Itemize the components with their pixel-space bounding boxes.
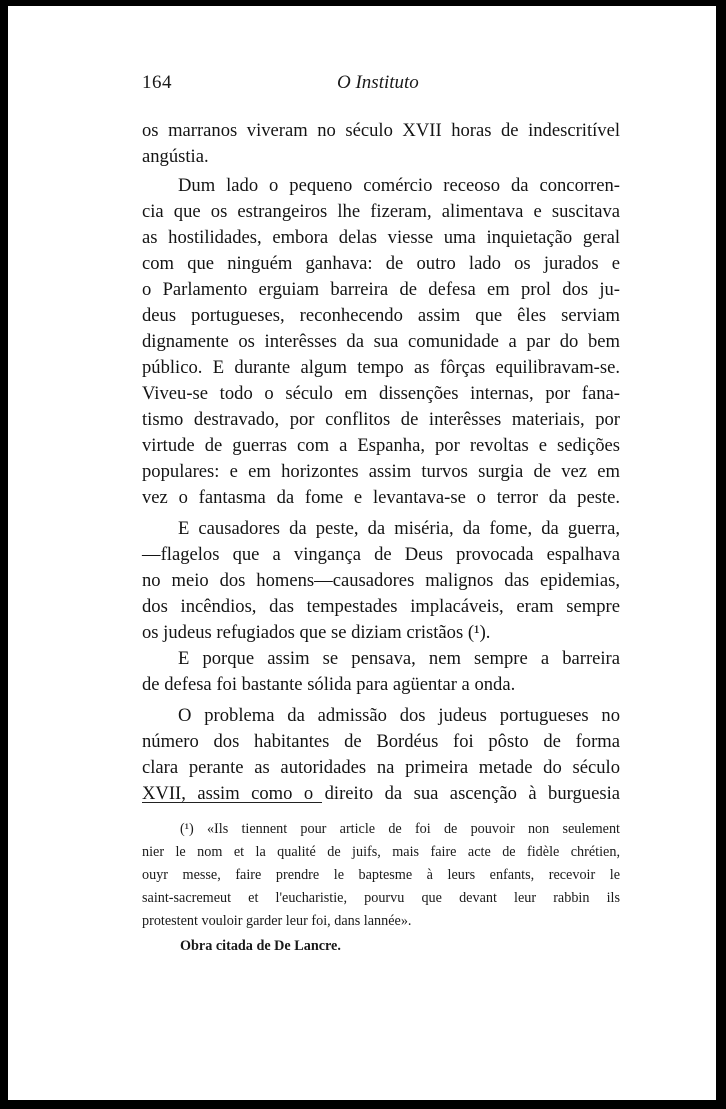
body-line: virtude de guerras com a Espanha, por revoltas e sedições bbox=[142, 435, 620, 456]
body-line: E porque assim se pensava, nem sempre a barreira bbox=[178, 648, 620, 669]
running-title: O Instituto bbox=[337, 72, 419, 93]
body-line: de defesa foi bastante sólida para agüentar a onda. bbox=[142, 674, 516, 695]
body-line: angústia. bbox=[142, 146, 209, 167]
footnote-line: protestent vouloir garder leur foi, dans lannée». bbox=[142, 913, 412, 929]
body-line: o Parlamento erguiam barreira de defesa em prol dos ju- bbox=[142, 279, 620, 300]
body-line: O problema da admissão dos judeus portugueses no bbox=[178, 705, 620, 726]
body-line: E causadores da peste, da miséria, da fome, da guerra, bbox=[178, 518, 620, 539]
body-line: XVII, assim como o direito da sua ascenção à burguesia bbox=[142, 783, 620, 804]
body-line: tismo destravado, por conflitos de interêsses materiais, por bbox=[142, 409, 620, 430]
body-line: clara perante as autoridades na primeira metade do século bbox=[142, 757, 620, 778]
body-line: público. E durante algum tempo as fôrças equilibravam-se. bbox=[142, 357, 620, 378]
body-line: dignamente os interêsses da sua comunidade a par do bem bbox=[142, 331, 620, 352]
body-line: vez o fantasma da fome e levantava-se o terror da peste. bbox=[142, 487, 620, 508]
book-page bbox=[8, 6, 716, 1100]
body-line: Dum lado o pequeno comércio receoso da concorren- bbox=[178, 175, 620, 196]
page-header bbox=[142, 72, 442, 100]
body-line: dos incêndios, das tempestades implacáveis, eram sempre bbox=[142, 596, 620, 617]
body-line: com que ninguém ganhava: de outro lado os jurados e bbox=[142, 253, 620, 274]
footnote-line: (¹) «Ils tiennent pour article de foi de pouvoir non seulement bbox=[180, 821, 620, 837]
body-line: deus portugueses, reconhecendo assim que êles serviam bbox=[142, 305, 620, 326]
body-line: —flagelos que a vingança de Deus provocada espalhava bbox=[142, 544, 620, 565]
body-line: Viveu-se todo o século em dissenções internas, por fana- bbox=[142, 383, 620, 404]
body-line: no meio dos homens—causadores malignos das epidemias, bbox=[142, 570, 620, 591]
body-line: populares: e em horizontes assim turvos surgia de vez em bbox=[142, 461, 620, 482]
footnote-line: saint-sacremeut et l'eucharistie, pourvu que devant leur rabbin ils bbox=[142, 890, 620, 906]
body-line: número dos habitantes de Bordéus foi pôsto de forma bbox=[142, 731, 620, 752]
body-line: os marranos viveram no século XVII horas de indescritível bbox=[142, 120, 620, 141]
page-number: 164 bbox=[142, 72, 172, 93]
body-line: as hostilidades, embora delas viesse uma inquietação geral bbox=[142, 227, 620, 248]
footnote-source: Obra citada de De Lancre. bbox=[180, 938, 341, 954]
body-line: os judeus refugiados que se diziam cristãos (¹). bbox=[142, 622, 491, 643]
body-line: cia que os estrangeiros lhe fizeram, alimentava e suscitava bbox=[142, 201, 620, 222]
footnote-divider bbox=[142, 802, 322, 803]
footnote-line: ouyr messe, faire prendre le baptesme à leurs enfants, recevoir le bbox=[142, 867, 620, 883]
footnote-line: nier le nom et la qualité de juifs, mais faire acte de fidèle chrétien, bbox=[142, 844, 620, 860]
